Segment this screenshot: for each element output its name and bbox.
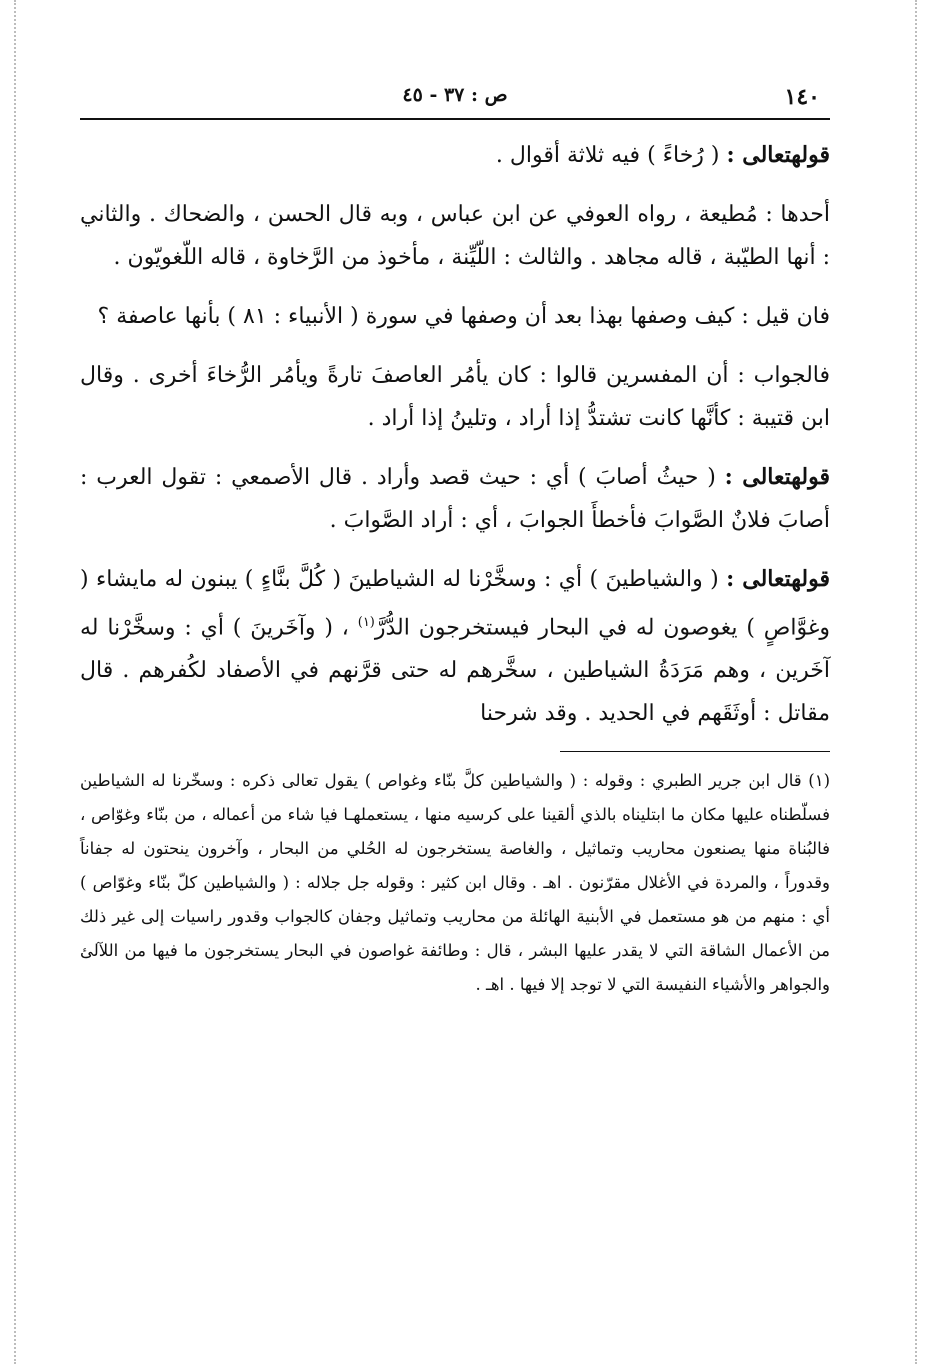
paragraph-text: فالجواب : أن المفسرين قالوا : كان يأمُر العاصفَ تارةً ويأمُر الرُّخاءَ أخرى . وقال ابن قتيبة : كأنَّها كانت تشتدُّ إذا أراد ، وتلينُ إذا أراد . <box>80 363 830 431</box>
paragraph-text: ( والشياطينَ ) أي : وسخَّرْنا له الشياطينَ ( كُلَّ بنَّاءٍ ) يبنون له مايشاء ( وغوَّاصٍ ) يغوصون له في البحار فيستخرجون الدُّرَّ <box>80 567 830 641</box>
verse-lead: قولهتعالى : <box>726 566 830 592</box>
paragraph <box>80 193 830 279</box>
footnote-divider <box>560 751 830 752</box>
left-margin-dots <box>14 0 16 1364</box>
page-number: ١٤٠ <box>784 84 820 110</box>
paragraph-text: أحدها : مُطيعة ، رواه العوفي عن ابن عباس ، وبه قال الحسن ، والضحاك . والثاني : أنها الطيّبة ، قاله مجاهد . والثالث : اللّيِّنة ، مأخوذ من الرَّخاوة ، قاله اللّغويّون . <box>80 202 830 270</box>
footnote-reference: (١) <box>357 615 375 630</box>
verse-lead: قولهتعالى : <box>724 464 830 490</box>
paragraph <box>80 558 830 735</box>
paragraph-text: ، ( وآخَرينَ ) أي : وسخَّرْنا له آخَرين ، وهم مَرَدَةُ الشياطين ، سخَّرهم له حتى قرَّنهم في الأصفاد لكُفرهم . قال مقاتل : أوثَقَهم في الحديد . وقد شرحنا <box>80 615 830 727</box>
paragraph-text: ( حيثُ أصابَ ) أي : حيث قصد وأراد . قال الأصمعي : تقول العرب : أصابَ فلانٌ الصَّوابَ فأخطأَ الجوابَ ، أي : أراد الصَّوابَ . <box>80 465 830 533</box>
right-margin-dots <box>915 0 917 1364</box>
paragraph <box>80 354 830 440</box>
footnote: (١) قال ابن جرير الطبري : وقوله : ( والشياطين كلَّ بنّاء وغواص ) يقول تعالى ذكره : وسخّرنا له الشياطين فسلّطناه عليها مكان ما ابتليناه بالذي ألقينا على كرسيه منها ، يستعملهـا فيا شاء من أعماله ، من بنّاء وغوّاص ، فالبُناة منها يصنعون محاريب وتماثيل ، والغاصة يستخرجون له الحُلي من البحار ، وآخرون ينحتون له جفاناً وقدوراً ، والمردة في الأغلال مقرّنون . اهـ . وقال ابن كثير : وقوله جل جلاله : ( والشياطين كلّ بنّاء وغوّاص ) أي : منهم من هو مستعمل في الأبنية الهائلة من محاريب وتماثيل وجفان كالجواب وقدور راسيات إلى غير ذلك من الأعمال الشاقة التي لا يقدر عليها البشر ، قال : وطائفة غواصون في البحار يستخرجون ما فيها من اللآلئ والجواهر والأشياء النفيسة التي لا توجد إلا فيها . اهـ . <box>80 771 830 995</box>
main-text <box>80 134 830 735</box>
page-header <box>80 82 830 120</box>
paragraph-text: فان قيل : كيف وصفها بهذا بعد أن وصفها في سورة ( الأنبياء : ٨١ ) بأنها عاصفة ؟ <box>97 304 830 329</box>
paragraph <box>80 456 830 542</box>
footnotes <box>80 764 830 1002</box>
paragraph-text: ( رُخاءً ) فيه ثلاثة أقوال . <box>495 143 727 168</box>
paragraph <box>80 295 830 338</box>
running-title: ص : ٣٧ - ٤٥ <box>402 84 508 106</box>
paragraph <box>80 134 830 177</box>
document-page <box>80 82 830 1002</box>
verse-lead: قولهتعالى : <box>726 142 830 168</box>
